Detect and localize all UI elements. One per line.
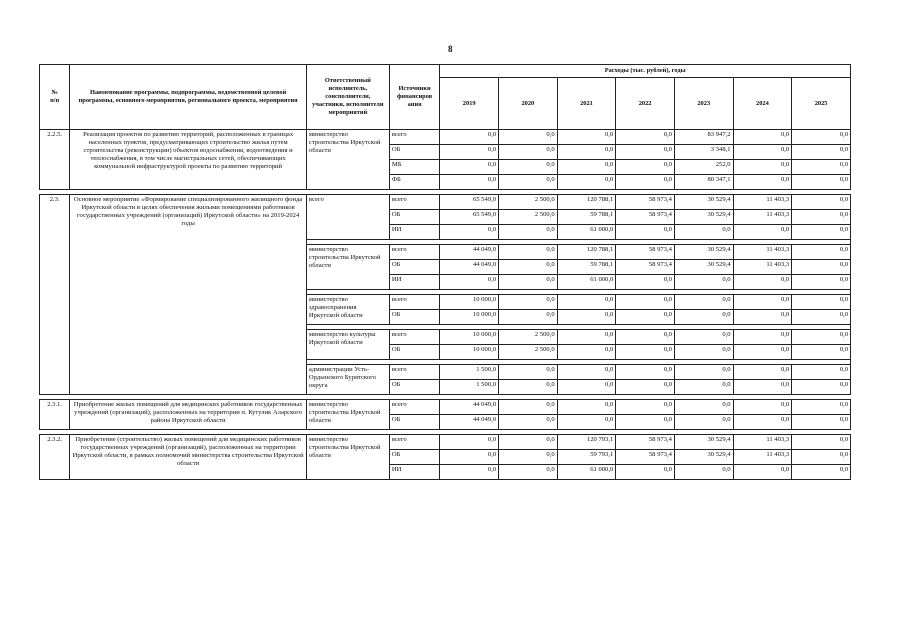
- row-value: 59 788,1: [557, 260, 616, 275]
- row-value: 0,0: [616, 330, 675, 345]
- header-source: Источники финансиров ания: [389, 65, 440, 130]
- row-source: ОБ: [389, 415, 440, 430]
- row-value: 58 973,4: [616, 245, 675, 260]
- row-source: ОБ: [389, 210, 440, 225]
- row-value: 0,0: [792, 245, 851, 260]
- row-value: 0,0: [499, 465, 558, 480]
- row-value: 0,0: [792, 365, 851, 380]
- row-value: 58 973,4: [616, 260, 675, 275]
- row-value: 0,0: [616, 145, 675, 160]
- row-value: 0,0: [792, 345, 851, 360]
- row-value: 58 973,4: [616, 435, 675, 450]
- row-value: 0,0: [733, 310, 792, 325]
- row-source: ИИ: [389, 275, 440, 290]
- row-value: 0,0: [792, 380, 851, 395]
- row-value: 0,0: [616, 130, 675, 145]
- row-value: 0,0: [733, 175, 792, 190]
- table-row: [40, 435, 851, 450]
- row-source: ОБ: [389, 310, 440, 325]
- row-value: 0,0: [440, 160, 499, 175]
- row-value: 65 549,0: [440, 210, 499, 225]
- row-name: Реализация проектов по развитию территорий, расположенных в границах населенных пунктов, предусматривающих строительство жилья путем строительства (реконструкции) объектов водоснабжения, водоотведения и теплоснабжения, в том числе магистральных сетей, обеспечивающих коммунальной инфраструктурой проекты по развитию территорий: [70, 130, 307, 190]
- row-value: 120 793,1: [557, 435, 616, 450]
- row-value: 0,0: [557, 310, 616, 325]
- row-value: 11 403,3: [733, 260, 792, 275]
- table-body: [40, 130, 851, 480]
- row-value: 0,0: [440, 130, 499, 145]
- row-value: 44 049,0: [440, 260, 499, 275]
- row-value: 0,0: [499, 275, 558, 290]
- row-source: всего: [389, 195, 440, 210]
- row-value: 0,0: [733, 365, 792, 380]
- row-value: 0,0: [733, 225, 792, 240]
- row-value: 0,0: [616, 400, 675, 415]
- row-value: 10 000,0: [440, 330, 499, 345]
- row-value: 0,0: [557, 175, 616, 190]
- table-row: [40, 400, 851, 415]
- row-value: 0,0: [792, 330, 851, 345]
- row-value: 252,0: [674, 160, 733, 175]
- row-value: 0,0: [674, 415, 733, 430]
- row-value: 1 500,0: [440, 380, 499, 395]
- row-name: Основное мероприятие «Формирование специализированного жилищного фонда Иркутской области в целях обеспечения жилыми помещениями работников государственных учреждений (организаций) Иркутской области» на 2019-2024 годы: [70, 195, 307, 395]
- row-value: 0,0: [499, 260, 558, 275]
- row-value: 59 793,1: [557, 450, 616, 465]
- row-value: 0,0: [440, 450, 499, 465]
- row-value: 0,0: [733, 330, 792, 345]
- table-header: [40, 65, 851, 130]
- row-value: 0,0: [674, 275, 733, 290]
- row-source: ОБ: [389, 145, 440, 160]
- row-value: 0,0: [616, 275, 675, 290]
- row-value: 0,0: [616, 295, 675, 310]
- row-value: 0,0: [616, 175, 675, 190]
- row-source: ОБ: [389, 450, 440, 465]
- row-value: 0,0: [733, 465, 792, 480]
- row-value: 0,0: [499, 175, 558, 190]
- row-value: 1 500,0: [440, 365, 499, 380]
- row-value: 0,0: [499, 435, 558, 450]
- row-value: 80 347,1: [674, 175, 733, 190]
- row-value: 61 000,0: [557, 275, 616, 290]
- row-value: 0,0: [733, 160, 792, 175]
- row-value: 120 788,1: [557, 245, 616, 260]
- row-value: 3 348,1: [674, 145, 733, 160]
- row-value: 65 549,0: [440, 195, 499, 210]
- row-value: 0,0: [499, 400, 558, 415]
- header-number: № п/п: [40, 65, 70, 130]
- row-value: 0,0: [616, 225, 675, 240]
- row-value: 0,0: [792, 130, 851, 145]
- row-value: 0,0: [616, 365, 675, 380]
- row-value: 0,0: [557, 160, 616, 175]
- row-value: 59 788,1: [557, 210, 616, 225]
- row-value: 10 000,0: [440, 295, 499, 310]
- row-value: 0,0: [792, 275, 851, 290]
- row-value: 0,0: [616, 345, 675, 360]
- row-value: 0,0: [616, 380, 675, 395]
- row-value: 0,0: [557, 330, 616, 345]
- row-value: 0,0: [792, 450, 851, 465]
- row-name: Приобретение (строительство) жилых помещений для медицинских работников государственных учреждений (организаций), расположенных на территории Иркутской области, в рамках полномочий министерства строительства Иркутской области: [70, 435, 307, 480]
- row-value: 2 500,0: [499, 210, 558, 225]
- row-value: 0,0: [557, 400, 616, 415]
- row-value: 0,0: [792, 160, 851, 175]
- row-value: 0,0: [440, 275, 499, 290]
- row-value: 11 403,3: [733, 435, 792, 450]
- row-value: 0,0: [792, 465, 851, 480]
- row-responsible: министерство строительства Иркутской области: [306, 130, 389, 190]
- row-source: ИИ: [389, 225, 440, 240]
- row-value: 0,0: [792, 435, 851, 450]
- header-year: 2025: [792, 78, 851, 130]
- header-name: Наименование программы, подпрограммы, ведомственной целевой программы, основного мероприятия, регионального проекта, мероприятия: [70, 65, 307, 130]
- row-value: 11 403,3: [733, 210, 792, 225]
- row-value: 11 403,3: [733, 195, 792, 210]
- page-number: 8: [448, 44, 453, 54]
- row-value: 0,0: [733, 130, 792, 145]
- table-row: [40, 130, 851, 145]
- row-value: 0,0: [792, 310, 851, 325]
- row-value: 0,0: [792, 145, 851, 160]
- row-responsible: министерство строительства Иркутской области: [306, 245, 389, 290]
- row-value: 0,0: [733, 275, 792, 290]
- row-responsible: министерство культуры Иркутской области: [306, 330, 389, 360]
- row-value: 0,0: [792, 415, 851, 430]
- row-code: 2.3.1.: [40, 400, 70, 430]
- row-source: ФБ: [389, 175, 440, 190]
- row-source: всего: [389, 365, 440, 380]
- row-value: 30 529,4: [674, 450, 733, 465]
- row-responsible: министерство здравоохранения Иркутской области: [306, 295, 389, 325]
- row-value: 44 049,0: [440, 415, 499, 430]
- row-responsible: всего: [306, 195, 389, 240]
- row-value: 0,0: [616, 310, 675, 325]
- row-value: 61 000,0: [557, 225, 616, 240]
- row-value: 11 403,3: [733, 450, 792, 465]
- row-value: 30 529,4: [674, 210, 733, 225]
- row-value: 30 529,4: [674, 195, 733, 210]
- row-value: 0,0: [733, 295, 792, 310]
- row-source: МБ: [389, 160, 440, 175]
- row-responsible: министерство строительства Иркутской области: [306, 400, 389, 430]
- row-value: 0,0: [792, 295, 851, 310]
- row-value: 0,0: [499, 380, 558, 395]
- row-name: Приобретение жилых помещений для медицинских работников государственных учреждений (организаций), расположенных на территории п. Кутулик Аларского района Иркутской области: [70, 400, 307, 430]
- header-responsible: Ответственный исполнитель, соисполнители, участники, исполнители мероприятий: [306, 65, 389, 130]
- row-value: 0,0: [792, 260, 851, 275]
- header-year: 2019: [440, 78, 499, 130]
- row-value: 0,0: [499, 225, 558, 240]
- row-value: 44 049,0: [440, 245, 499, 260]
- row-value: 0,0: [499, 160, 558, 175]
- row-value: 0,0: [440, 175, 499, 190]
- row-value: 0,0: [557, 380, 616, 395]
- row-value: 0,0: [616, 415, 675, 430]
- row-value: 0,0: [733, 145, 792, 160]
- row-value: 83 947,2: [674, 130, 733, 145]
- row-responsible: министерство строительства Иркутской области: [306, 435, 389, 480]
- row-source: всего: [389, 245, 440, 260]
- row-code: 2.3.: [40, 195, 70, 395]
- row-value: 61 000,0: [557, 465, 616, 480]
- row-value: 58 973,4: [616, 210, 675, 225]
- row-source: ОБ: [389, 260, 440, 275]
- row-value: 10 000,0: [440, 310, 499, 325]
- header-year: 2021: [557, 78, 616, 130]
- row-responsible: администрации Усть-Ордынского Бурятского округа: [306, 365, 389, 395]
- row-value: 2 500,0: [499, 330, 558, 345]
- row-value: 0,0: [792, 195, 851, 210]
- row-value: 0,0: [674, 400, 733, 415]
- row-source: всего: [389, 295, 440, 310]
- row-value: 0,0: [792, 225, 851, 240]
- row-value: 0,0: [792, 175, 851, 190]
- row-value: 58 973,4: [616, 450, 675, 465]
- row-value: 0,0: [557, 295, 616, 310]
- header-year: 2022: [616, 78, 675, 130]
- row-value: 0,0: [440, 145, 499, 160]
- row-value: 0,0: [792, 400, 851, 415]
- table-row: [40, 195, 851, 210]
- row-value: 0,0: [440, 465, 499, 480]
- row-value: 10 000,0: [440, 345, 499, 360]
- header-year: 2023: [674, 78, 733, 130]
- row-value: 0,0: [674, 380, 733, 395]
- row-value: 0,0: [557, 415, 616, 430]
- row-source: всего: [389, 330, 440, 345]
- row-value: 120 788,1: [557, 195, 616, 210]
- row-source: ИИ: [389, 465, 440, 480]
- row-value: 0,0: [499, 145, 558, 160]
- row-value: 0,0: [499, 130, 558, 145]
- row-value: 0,0: [499, 450, 558, 465]
- row-value: 30 529,4: [674, 435, 733, 450]
- row-value: 0,0: [616, 160, 675, 175]
- row-value: 0,0: [499, 415, 558, 430]
- row-source: ОБ: [389, 380, 440, 395]
- row-source: всего: [389, 400, 440, 415]
- row-value: 0,0: [733, 415, 792, 430]
- row-value: 0,0: [499, 310, 558, 325]
- row-value: 0,0: [674, 365, 733, 380]
- row-value: 44 049,0: [440, 400, 499, 415]
- header-year: 2020: [499, 78, 558, 130]
- row-value: 0,0: [440, 225, 499, 240]
- row-value: 0,0: [557, 345, 616, 360]
- row-value: 0,0: [557, 130, 616, 145]
- row-value: 0,0: [499, 365, 558, 380]
- row-value: 0,0: [557, 365, 616, 380]
- row-value: 2 500,0: [499, 195, 558, 210]
- row-value: 0,0: [674, 295, 733, 310]
- row-value: 30 529,4: [674, 245, 733, 260]
- row-code: 2.2.5.: [40, 130, 70, 190]
- row-value: 0,0: [440, 435, 499, 450]
- row-source: всего: [389, 435, 440, 450]
- budget-table: [39, 64, 851, 480]
- row-value: 0,0: [733, 400, 792, 415]
- header-year: 2024: [733, 78, 792, 130]
- row-value: 0,0: [499, 245, 558, 260]
- row-value: 0,0: [674, 465, 733, 480]
- row-value: 11 403,3: [733, 245, 792, 260]
- row-value: 0,0: [616, 465, 675, 480]
- row-value: 0,0: [674, 345, 733, 360]
- row-value: 58 973,4: [616, 195, 675, 210]
- row-value: 0,0: [674, 225, 733, 240]
- row-value: 0,0: [733, 345, 792, 360]
- row-value: 0,0: [674, 330, 733, 345]
- row-value: 0,0: [499, 295, 558, 310]
- header-expenses: Расходы (тыс. рублей), годы: [440, 65, 851, 78]
- row-source: всего: [389, 130, 440, 145]
- row-value: 0,0: [792, 210, 851, 225]
- row-code: 2.3.2.: [40, 435, 70, 480]
- row-source: ОБ: [389, 345, 440, 360]
- row-value: 0,0: [674, 310, 733, 325]
- row-value: 0,0: [733, 380, 792, 395]
- row-value: 0,0: [557, 145, 616, 160]
- row-value: 30 529,4: [674, 260, 733, 275]
- row-value: 2 500,0: [499, 345, 558, 360]
